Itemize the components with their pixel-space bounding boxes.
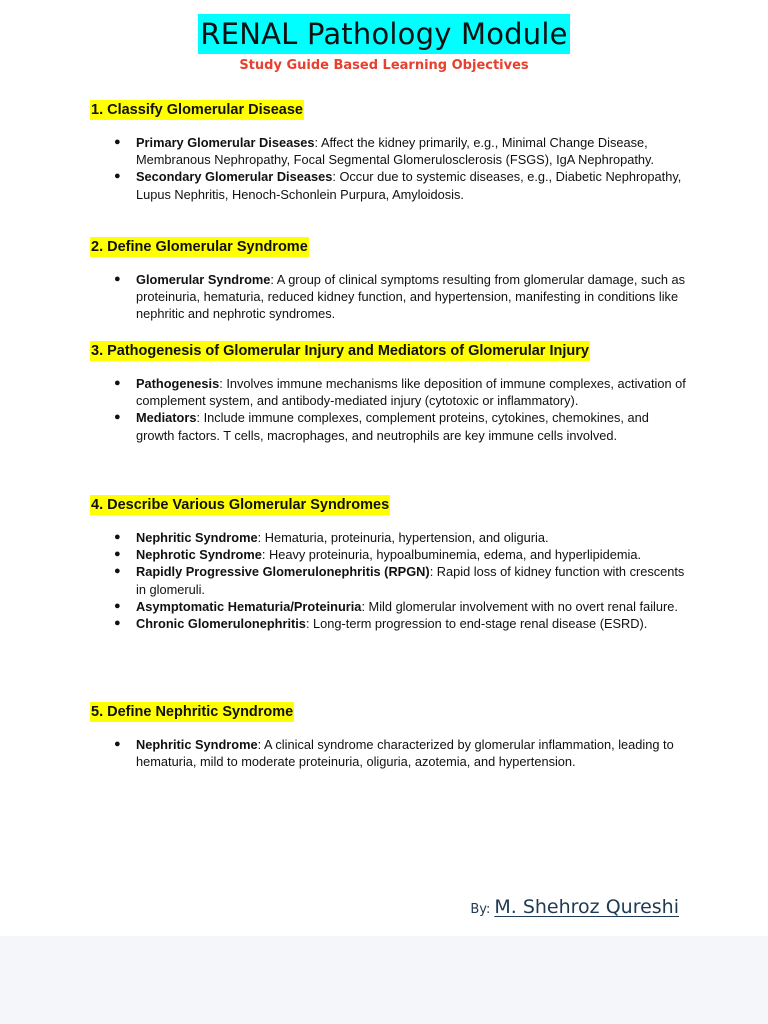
document-subtitle: Study Guide Based Learning Objectives (239, 58, 529, 73)
section-heading: 4. Describe Various Glomerular Syndromes (91, 497, 390, 513)
item-term: Glomerular Syndrome (136, 272, 271, 287)
list-item (90, 563, 690, 597)
list-item (90, 529, 690, 546)
bullet-list (90, 529, 690, 632)
section-pathogenesis (90, 341, 690, 444)
item-text: : A group of clinical symptoms resulting from glomerular damage, such as proteinuria, hematuria, reduced kidney function, and hypertension, manifesting in conditions like nephritic and nephrotic syndromes. (136, 272, 686, 322)
item-text: : Mild glomerular involvement with no overt renal failure. (361, 598, 678, 614)
item-text: : Heavy proteinuria, hypoalbuminemia, edema, and hyperlipidemia. (261, 547, 641, 563)
list-item (90, 271, 690, 323)
bullet-icon: ● (114, 377, 121, 389)
item-term: Asymptomatic Hematuria/Proteinuria (136, 598, 362, 614)
list-item (90, 168, 690, 202)
bullet-list (90, 736, 690, 770)
bullet-icon: ● (114, 565, 121, 578)
item-text: : Affect the kidney primarily, e.g., Minimal Change Disease, Membranous Nephropathy, Focal Segmental Glomerulosclerosis (FSGS), IgA Nephropathy. (136, 135, 655, 168)
section-classify-glomerular-disease (90, 100, 690, 203)
list-item (90, 615, 690, 632)
section-define-nephritic-syndrome (90, 702, 690, 770)
item-text: : A clinical syndrome characterized by glomerular inflammation, leading to hematuria, mild to moderate proteinuria, oliguria, azotemia, and hypertension. (136, 737, 674, 770)
section-define-glomerular-syndrome (90, 237, 690, 323)
bullet-icon: ● (114, 599, 121, 612)
bullet-icon: ● (114, 273, 121, 285)
item-text: : Long-term progression to end-stage renal disease (ESRD). (305, 616, 648, 632)
bullet-list (90, 375, 690, 444)
section-heading: 2. Define Glomerular Syndrome (91, 239, 308, 255)
bullet-icon: ● (114, 136, 121, 148)
bullet-list (90, 134, 690, 203)
document-title: RENAL Pathology Module (198, 14, 569, 54)
bullet-icon: ● (114, 617, 121, 630)
item-term: Rapidly Progressive Glomerulonephritis (RPGN) (136, 564, 430, 580)
item-term: Nephrotic Syndrome (136, 547, 262, 563)
bullet-icon: ● (114, 738, 121, 750)
section-heading: 1. Classify Glomerular Disease (91, 102, 303, 118)
item-term: Primary Glomerular Diseases (136, 135, 315, 150)
item-text: : Include immune complexes, complement proteins, cytokines, chemokines, and growth factors. T cells, macrophages, and neutrophils are key immune cells involved. (136, 410, 649, 443)
section-glomerular-syndromes (90, 495, 690, 632)
item-term: Pathogenesis (136, 376, 220, 391)
item-text: : Occur due to systemic diseases, e.g., Diabetic Nephropathy, Lupus Nephritis, Henoch-Schonlein Purpura, Amyloidosis. (136, 169, 682, 202)
item-term: Mediators (136, 410, 197, 426)
item-term: Chronic Glomerulonephritis (136, 616, 306, 632)
bullet-icon: ● (114, 531, 121, 543)
list-item (90, 598, 690, 615)
section-heading: 5. Define Nephritic Syndrome (91, 704, 294, 720)
list-item (90, 375, 690, 409)
item-text: : Hematuria, proteinuria, hypertension, and oliguria. (257, 530, 549, 545)
item-term: Nephritic Syndrome (136, 737, 258, 752)
bullet-icon: ● (114, 411, 121, 424)
bullet-icon: ● (114, 170, 121, 183)
list-item (90, 134, 690, 168)
title-block (0, 14, 768, 54)
list-item (90, 736, 690, 770)
bullet-list (90, 271, 690, 323)
section-heading: 3. Pathogenesis of Glomerular Injury and Mediators of Glomerular Injury (91, 343, 589, 359)
author-credit (470, 896, 679, 918)
item-text: : Involves immune mechanisms like deposition of immune complexes, activation of complement system, and antibody-mediated injury (cytotoxic or inflammatory). (136, 376, 686, 409)
by-label: By: (470, 902, 491, 917)
author-name-link[interactable]: M. Shehroz Qureshi (494, 896, 679, 918)
item-text: : Rapid loss of kidney function with crescents in glomeruli. (136, 564, 685, 597)
list-item (90, 546, 690, 563)
item-term: Secondary Glomerular Diseases (136, 169, 333, 185)
bullet-icon: ● (114, 548, 121, 561)
list-item (90, 409, 690, 443)
item-term: Nephritic Syndrome (136, 530, 258, 545)
